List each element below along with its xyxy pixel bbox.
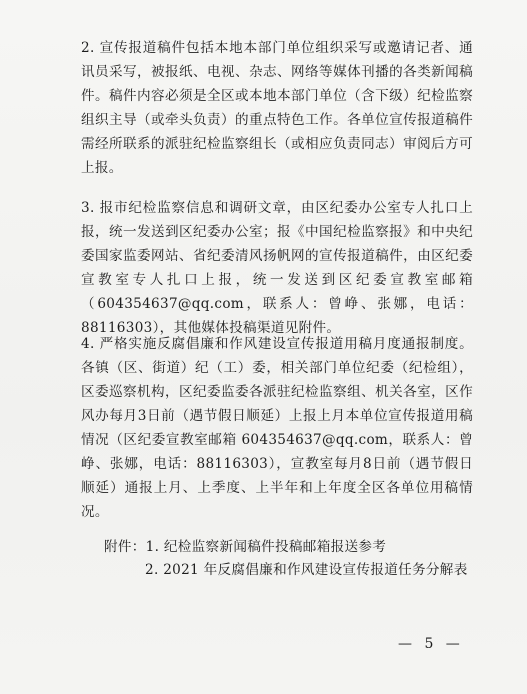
page-number: — 5 — <box>398 636 464 652</box>
paragraph-item-3: 3. 报市纪检监察信息和调研文章，由区纪委办公室专人扎口上报，统一发送到区纪委办公室；报《中国纪检监察报》和中央纪委国家监委网站、省纪委清风扬帆网的宣传报道稿件，由区纪委宣教室专人扎口上报，统一发送到区纪委宣教室邮箱（604354637@qq.com，联系人：曾峥、张娜，电话：88116303），其他媒体投稿渠道见附件。 <box>81 200 473 336</box>
paragraph-item-4: 4. 严格实施反腐倡廉和作风建设宣传报道用稿月度通报制度。各镇（区、街道）纪（工）委，相关部门单位纪委（纪检组），区委巡察机构，区纪委监委各派驻纪检监察组、机关各室，区作风办每月3日前（遇节假日顺延）上报上月本单位宣传报道用稿情况（区纪委宣教室邮箱 604354637@qq.com，联系人：曾峥、张娜，电话：88116303），宣教室每月8日前（遇节假日顺延）通报上月、上季度、上半年和上年度全区各单位用稿情况。 <box>81 336 473 520</box>
attachment-line-2: 2. 2021 年反腐倡廉和作风建设宣传报道任务分解表 <box>145 562 468 578</box>
attachment-line-1: 附件：1. 纪检监察新闻稿件投稿邮箱报送参考 <box>104 539 387 555</box>
paragraph-item-2: 2. 宣传报道稿件包括本地本部门单位组织采写或邀请记者、通讯员采写，被报纸、电视、杂志、网络等媒体刊播的各类新闻稿件。稿件内容必须是全区或本地本部门单位（含下级）纪检监察组织主导（或牵头负责）的重点特色工作。各单位宣传报道稿件需经所联系的派驻纪检监察组长（或相应负责同志）审阅后方可上报。 <box>81 40 473 176</box>
